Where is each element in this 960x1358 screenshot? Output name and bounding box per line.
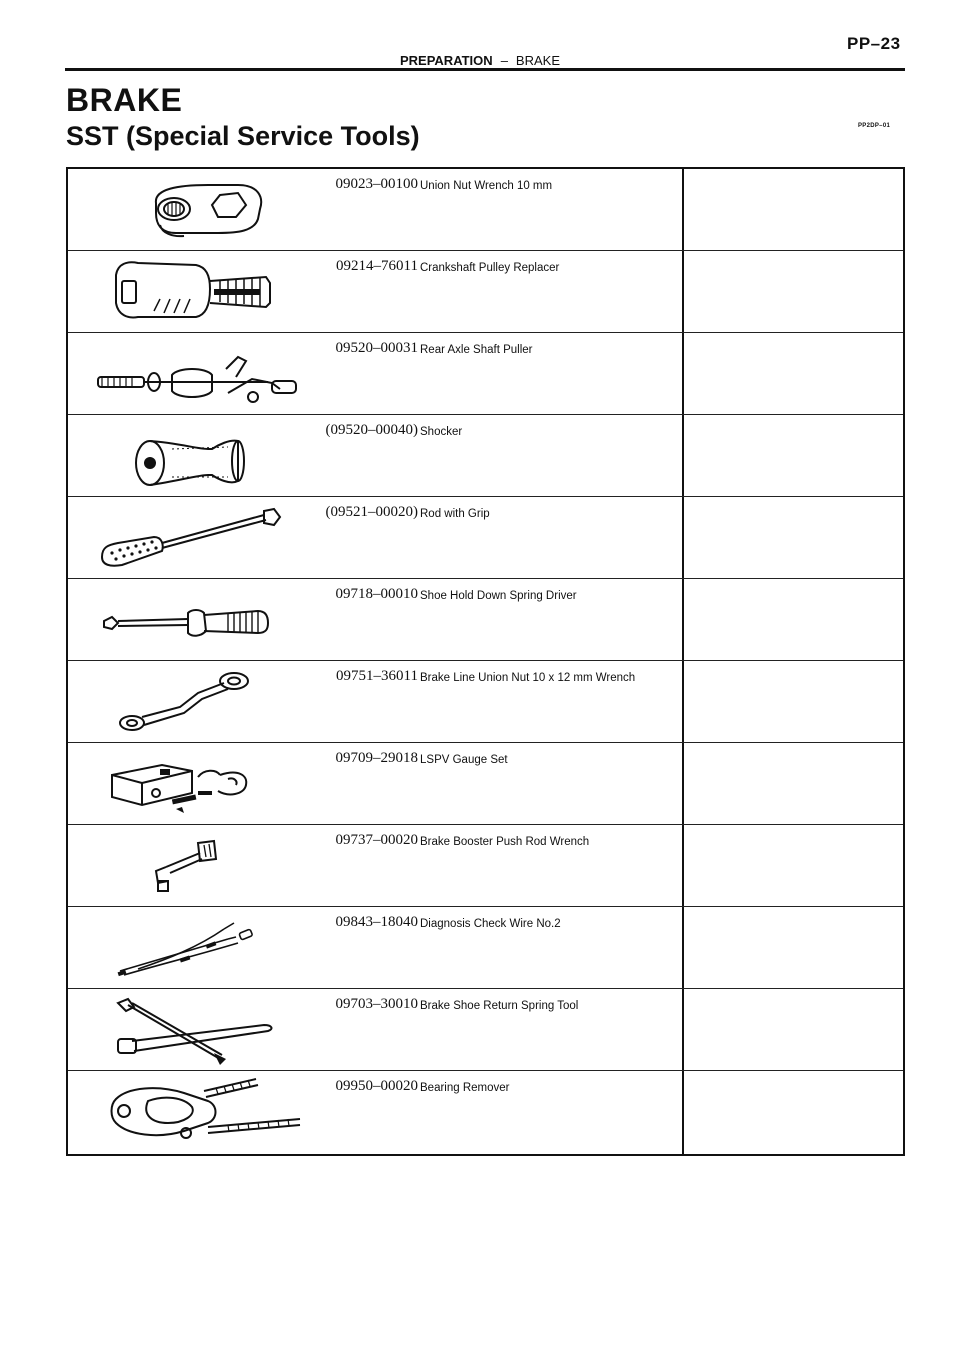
tool-name: Shoe Hold Down Spring Driver	[420, 590, 577, 602]
part-number: 09703–30010	[335, 996, 418, 1012]
page-subtitle: SST (Special Service Tools)	[66, 121, 420, 151]
header-separator: –	[500, 53, 508, 68]
tool-name: Shocker	[420, 426, 463, 438]
document-code: PP2DP–01	[858, 123, 891, 129]
page-title: BRAKE	[66, 82, 183, 118]
subsection-label: BRAKE	[515, 53, 560, 68]
part-number: 09737–00020	[335, 832, 418, 848]
part-number: (09520–00040)	[325, 422, 418, 438]
tool-name: Diagnosis Check Wire No.2	[420, 918, 561, 930]
table-row	[68, 989, 903, 1071]
tool-name: Union Nut Wrench 10 mm	[420, 180, 553, 192]
running-header	[0, 53, 960, 68]
tool-name: LSPV Gauge Set	[420, 754, 508, 766]
part-number: 09214–76011	[336, 258, 418, 274]
table-row	[68, 251, 903, 333]
table-row	[68, 743, 903, 825]
part-number: 09520–00031	[335, 340, 418, 356]
part-number: 09950–00020	[335, 1078, 418, 1094]
table-row	[68, 333, 903, 415]
tool-name: Bearing Remover	[420, 1082, 510, 1094]
tool-name: Brake Line Union Nut 10 x 12 mm Wrench	[420, 672, 636, 684]
table-row	[68, 1071, 903, 1153]
part-number: 09718–00010	[335, 586, 418, 602]
page-number: PP–23	[847, 34, 901, 53]
table-row	[68, 825, 903, 907]
sst-table	[66, 167, 905, 1156]
part-number: (09521–00020)	[325, 504, 418, 520]
part-number: 09709–29018	[335, 750, 418, 766]
part-number: 09751–36011	[336, 668, 418, 684]
table-row	[68, 169, 903, 251]
tool-name: Brake Shoe Return Spring Tool	[420, 1000, 579, 1012]
part-number: 09023–00100	[335, 176, 418, 192]
table-row	[68, 907, 903, 989]
table-row	[68, 579, 903, 661]
section-label: PREPARATION	[399, 53, 493, 68]
tool-name: Brake Booster Push Rod Wrench	[420, 836, 590, 848]
tool-name: Rear Axle Shaft Puller	[420, 344, 533, 356]
table-row	[68, 661, 903, 743]
tool-name: Crankshaft Pulley Replacer	[420, 262, 560, 274]
table-row	[68, 497, 903, 579]
tool-name: Rod with Grip	[420, 508, 490, 520]
header-rule	[65, 68, 905, 71]
table-row	[68, 415, 903, 497]
part-number: 09843–18040	[335, 914, 418, 930]
